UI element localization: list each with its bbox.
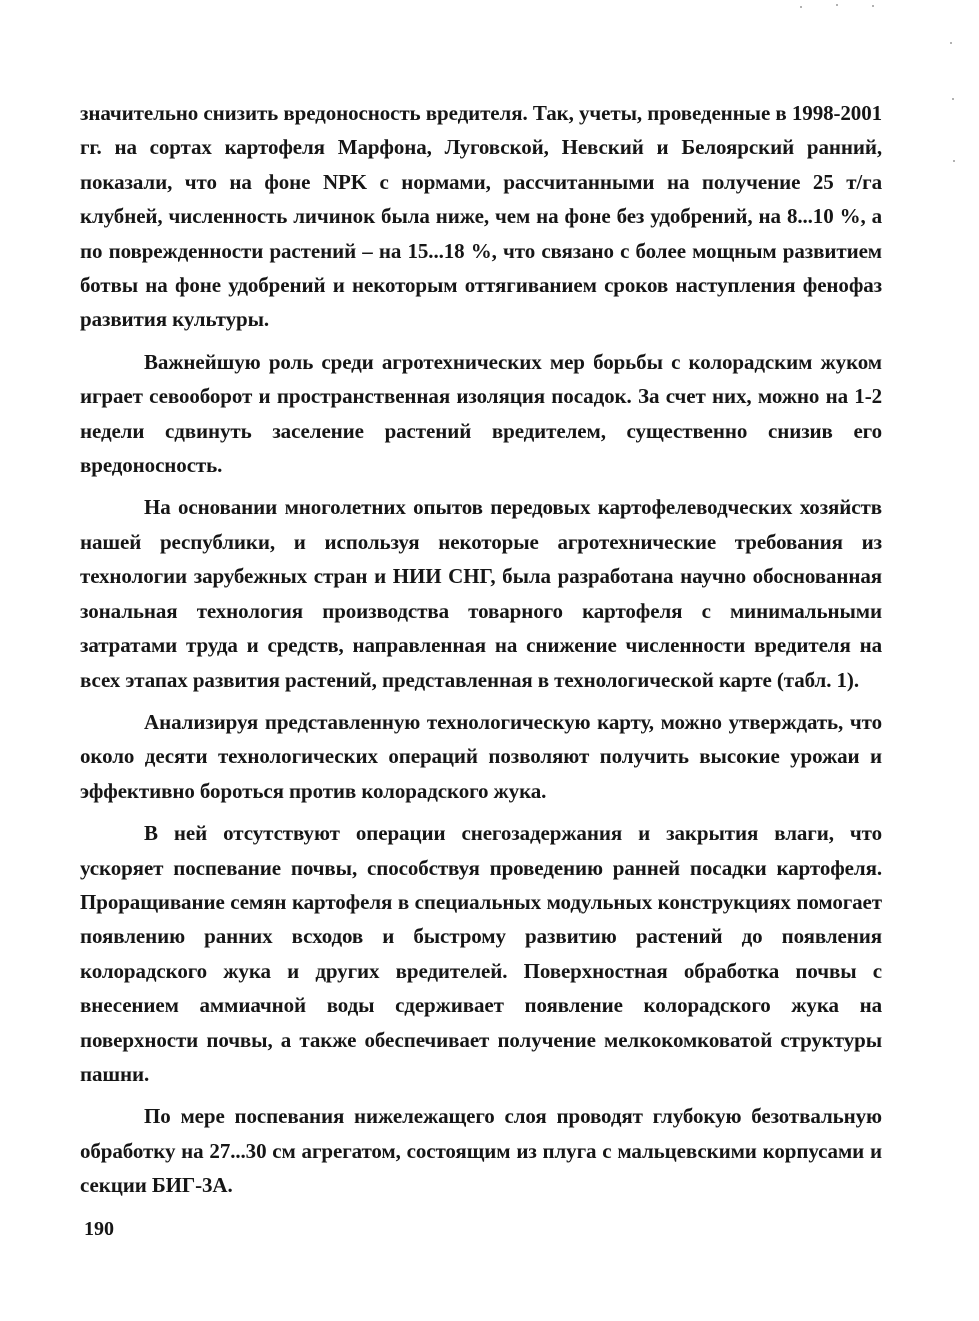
scan-speck (872, 5, 874, 7)
body-text (80, 96, 882, 1211)
paragraph-technology-map-analysis: Анализируя представленную технологическую карту, можно утверждать, что около десяти технологических операций позволяют получить высокие урожаи и эффективно бороться против колорадского жука. (80, 709, 882, 803)
scan-speck (836, 4, 838, 6)
scan-speck (953, 160, 955, 162)
paragraph-deep-tillage: По мере поспевания нижележащего слоя проводят глубокую безотвальную обработку на 27...30 см агрегатом, состоящим из плуга с мальцевскими корпусами и секции БИГ-3А. (80, 1104, 882, 1198)
paragraph-crop-rotation: Важнейшую роль среди агротехнических мер борьбы с колорадским жуком играет севооборот и пространственная изоляция посадок. За счет них, можно на 1-2 недели сдвинуть заселение растений вредителем, существенно снизив его вредоносность. (80, 349, 882, 478)
scan-speck (950, 42, 952, 44)
scan-speck (800, 6, 802, 8)
paragraph-soil-operations: В ней отсутствуют операции снегозадержания и закрытия влаги, что ускоряет поспевание почвы, способствуя проведению ранней посадки картофеля. Проращивание семян картофеля в специальных модульных конструкциях помогает появлению ранних всходов и быстрому развитию растений до появления колорадского жука и других вредителей. Поверхностная обработка почвы с внесением аммиачной воды сдерживает появление колорадского жука на поверхности почвы, а также обеспечивает получение мелкокомковатой структуры пашни. (80, 821, 882, 1086)
paragraph-zonal-technology: На основании многолетних опытов передовых картофелеводческих хозяйств нашей республики, и используя некоторые агротехнические требования из технологии зарубежных стран и НИИ СНГ, была разработана научно обоснованная зональная технология производства товарного картофеля с минимальными затратами труда и средств, направленная на снижение численности вредителя на всех этапах развития растений, представленная в технологической карте (табл. 1). (80, 495, 882, 692)
page-number: 190 (84, 1218, 114, 1240)
paragraph-continuation: значительно снизить вредоносность вредителя. Так, учеты, проведенные в 1998-2001 гг. на сортах картофеля Марфона, Луговской, Невский и Белоярский ранний, показали, что на фоне NPK с нормами, рассчитанными на получение 25 т/га клубней, численность личинок была ниже, чем на фоне без удобрений, на 8...10 %, а по поврежденности растений – на 15...18 %, что связано с более мощным развитием ботвы на фоне удобрений и некоторым оттягиванием сроков наступления фенофаз развития культуры. (80, 101, 882, 332)
scan-speck (952, 98, 954, 100)
